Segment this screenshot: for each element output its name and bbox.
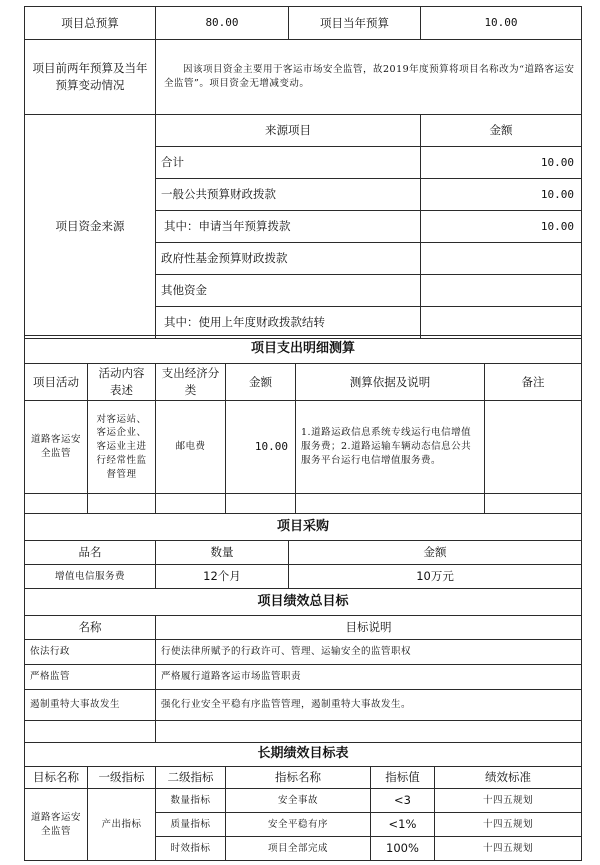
detail-header: 项目活动	[25, 364, 88, 401]
budget-change-label: 项目前两年预算及当年预算变动情况	[25, 40, 156, 115]
performance-goal-desc: 严格履行道路客运市场监管职责	[156, 665, 582, 690]
performance-goal-desc	[156, 721, 582, 743]
expense-detail-table	[24, 335, 582, 514]
funding-row-name: 其中：使用上年度财政拨款结转	[156, 307, 421, 339]
funding-col-amount: 金额	[421, 115, 582, 147]
longterm-standard: 十四五规划	[435, 837, 582, 861]
detail-empty-cell	[296, 494, 485, 514]
funding-row-name: 一般公共预算财政拨款	[156, 179, 421, 211]
funding-row-amount: 10.00	[421, 179, 582, 211]
longterm-indicator-name: 安全事故	[226, 789, 371, 813]
funding-row-amount	[421, 307, 582, 339]
performance-goal-name: 遏制重特大事故发生	[25, 690, 156, 721]
budget-table	[24, 6, 582, 339]
detail-amount: 10.00	[226, 401, 296, 494]
procurement-title: 项目采购	[25, 514, 582, 541]
longterm-level2: 数量指标	[156, 789, 226, 813]
longterm-level2: 质量指标	[156, 813, 226, 837]
detail-note	[485, 401, 582, 494]
detail-empty-cell	[25, 494, 88, 514]
expense-detail-title: 项目支出明细测算	[25, 336, 582, 364]
detail-content: 对客运站、客运企业、客运业主进行经常性监督管理	[88, 401, 156, 494]
procurement-item-name: 增值电信服务费	[25, 565, 156, 589]
longterm-target-title: 长期绩效目标表	[25, 743, 582, 767]
longterm-indicator-value: 100%	[371, 837, 435, 861]
performance-goal-desc: 行使法律所赋予的行政许可、管理、运输安全的监管职权	[156, 640, 582, 665]
longterm-header: 一级指标	[88, 767, 156, 789]
longterm-header: 二级指标	[156, 767, 226, 789]
detail-activity: 道路客运安全监管	[25, 401, 88, 494]
funding-row-name: 政府性基金预算财政拨款	[156, 243, 421, 275]
year-budget-label: 项目当年预算	[289, 7, 421, 40]
detail-empty-cell	[226, 494, 296, 514]
longterm-level1: 产出指标	[88, 789, 156, 861]
longterm-standard: 十四五规划	[435, 813, 582, 837]
performance-goal-name	[25, 721, 156, 743]
funding-col-source: 来源项目	[156, 115, 421, 147]
performance-goal-name: 严格监管	[25, 665, 156, 690]
longterm-target-table	[24, 742, 582, 861]
longterm-target-name: 道路客运安全监管	[25, 789, 88, 861]
longterm-indicator-value: <3	[371, 789, 435, 813]
detail-header: 备注	[485, 364, 582, 401]
detail-empty-cell	[156, 494, 226, 514]
total-budget-label: 项目总预算	[25, 7, 156, 40]
longterm-indicator-name: 项目全部完成	[226, 837, 371, 861]
funding-row-amount: 10.00	[421, 211, 582, 243]
longterm-level2: 时效指标	[156, 837, 226, 861]
performance-goal-desc: 强化行业安全平稳有序监管管理，遏制重特大事故发生。	[156, 690, 582, 721]
longterm-header: 绩效标准	[435, 767, 582, 789]
budget-change-text: 因该项目资金主要用于客运市场安全监管，故2019年度预算将项目名称改为“道路客运安全监管”。项目资金无增减变动。	[156, 40, 582, 115]
performance-header: 目标说明	[156, 616, 582, 640]
procurement-header: 数量	[156, 541, 289, 565]
performance-goal-table	[24, 588, 582, 743]
performance-header: 名称	[25, 616, 156, 640]
procurement-amount: 10万元	[289, 565, 582, 589]
longterm-header: 指标值	[371, 767, 435, 789]
funding-row-name: 其他资金	[156, 275, 421, 307]
procurement-quantity: 12个月	[156, 565, 289, 589]
performance-goal-title: 项目绩效总目标	[25, 589, 582, 616]
detail-header: 活动内容表述	[88, 364, 156, 401]
funding-row-name: 合计	[156, 147, 421, 179]
detail-category: 邮电费	[156, 401, 226, 494]
longterm-standard: 十四五规划	[435, 789, 582, 813]
funding-row-name: 其中：申请当年预算拨款	[156, 211, 421, 243]
funding-row-amount	[421, 243, 582, 275]
procurement-table	[24, 513, 582, 589]
funding-row-amount: 10.00	[421, 147, 582, 179]
detail-header: 测算依据及说明	[296, 364, 485, 401]
detail-empty-cell	[88, 494, 156, 514]
detail-header: 支出经济分类	[156, 364, 226, 401]
longterm-indicator-name: 安全平稳有序	[226, 813, 371, 837]
longterm-header: 指标名称	[226, 767, 371, 789]
procurement-header: 品名	[25, 541, 156, 565]
year-budget-value: 10.00	[421, 7, 582, 40]
total-budget-value: 80.00	[156, 7, 289, 40]
detail-header: 金额	[226, 364, 296, 401]
longterm-header: 目标名称	[25, 767, 88, 789]
detail-basis: 1.道路运政信息系统专线运行电信增值服务费；2.道路运输车辆动态信息公共服务平台运行电信增值服务费。	[296, 401, 485, 494]
performance-goal-name: 依法行政	[25, 640, 156, 665]
procurement-header: 金额	[289, 541, 582, 565]
detail-empty-cell	[485, 494, 582, 514]
longterm-indicator-value: <1%	[371, 813, 435, 837]
funding-row-amount	[421, 275, 582, 307]
funding-source-label: 项目资金来源	[25, 115, 156, 339]
